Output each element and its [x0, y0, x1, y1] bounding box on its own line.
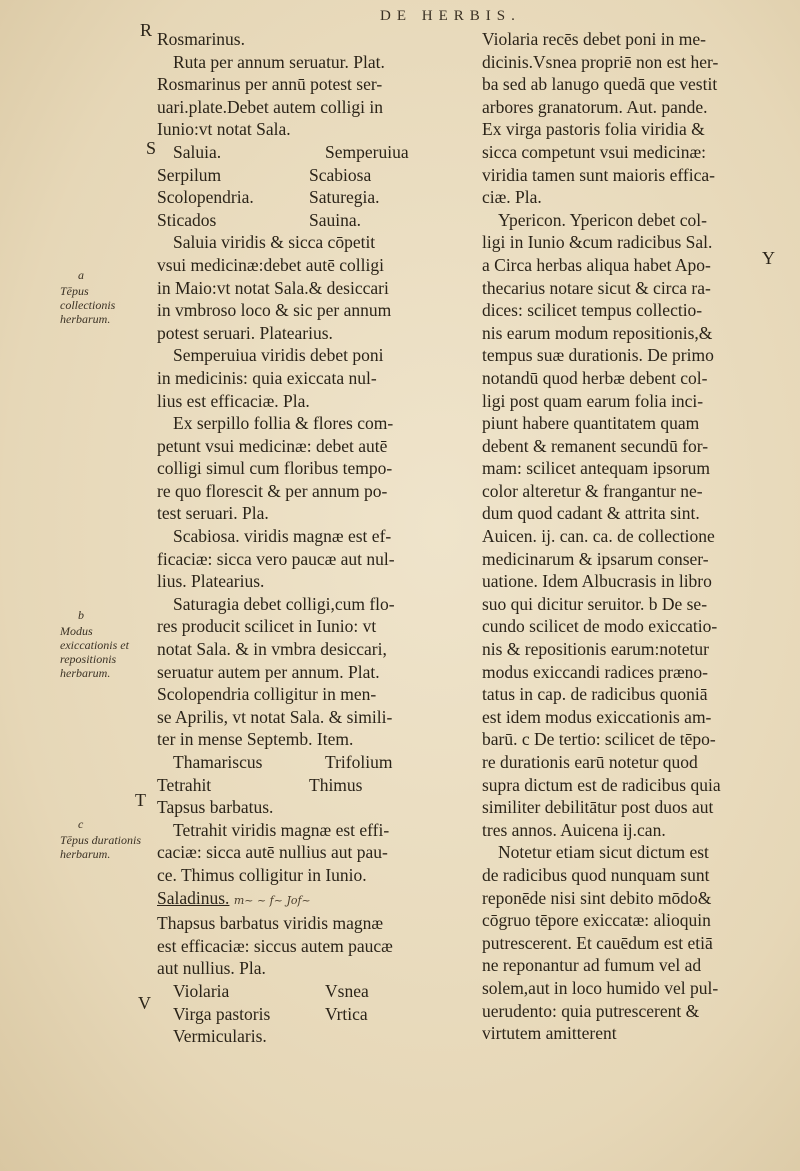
text-line: Ex serpillo follia & flores com- [173, 413, 394, 434]
text-line: ficaciæ: sicca vero paucæ aut nul- [157, 548, 395, 569]
text-line: similiter debilitātur post duos aut [482, 797, 714, 818]
text-line-with-annotation [157, 887, 455, 913]
text-line: Rosmarinus. [157, 29, 245, 49]
text-line: tatus in cap. de radicibus quoniā [482, 684, 708, 705]
herb-name: Saluia. [173, 141, 222, 162]
herb-name: Thimus [309, 774, 363, 795]
text-line: potest seruari. Platearius. [157, 322, 333, 343]
text-line: Ypericon. Ypericon debet col- [498, 209, 707, 230]
margin-key-c: c [78, 817, 84, 831]
text-line: ciæ. Pla. [482, 187, 542, 208]
text-line: in vmbroso loco & sic per annum [157, 300, 392, 321]
text-line: test seruari. Pla. [157, 503, 269, 524]
text-line: Thapsus barbatus viridis magnæ [157, 913, 384, 934]
text-line: de radicibus quod nunquam sunt [482, 864, 710, 885]
text-line: mam: scilicet antequam ipsorum [482, 458, 710, 479]
text-line: re quo florescit & per annum po- [157, 480, 388, 501]
margin-letter-v: V [138, 993, 151, 1013]
text-line: uerudento: quia putrescerent & [482, 1000, 700, 1021]
margin-note-b: Modus exiccationis et repositionis herbarum. [60, 624, 129, 680]
text-line: suo qui dicitur seruitor. b De se- [482, 593, 708, 614]
text-line: Saluia viridis & sicca cōpetit [173, 232, 376, 253]
text-line: nis & repositionis earum:notetur [482, 639, 709, 660]
text-line: caciæ: sicca autē nullius aut pau- [157, 842, 388, 863]
text-line: Scabiosa. viridis magnæ est ef- [173, 526, 392, 547]
herb-list-row [157, 1003, 455, 1026]
text-line: notat Sala. & in vmbra desiccari, [157, 639, 387, 660]
running-head: DE HERBIS. [380, 8, 521, 24]
margin-key-b: b [78, 608, 84, 622]
text-line: Auicen. ij. can. ca. de collectione [482, 526, 715, 547]
text-line: Vermicularis. [173, 1026, 267, 1047]
herb-name: Vsnea [325, 980, 369, 1001]
text-line: cundo scilicet de modo exiccatio- [482, 616, 718, 637]
text-line: colligi simul cum floribus tempo- [157, 458, 393, 479]
text-line: res producit scilicet in Iunio: vt [157, 616, 377, 637]
text-line: putrescerent. Et cauēdum est etiā [482, 932, 713, 953]
text-line: est idem modus exiccationis am- [482, 706, 712, 727]
text-line: color alteretur & frangantur ne- [482, 480, 703, 501]
text-line: dum quod cadant & attrita sint. [482, 503, 700, 524]
text-line: dicinis.Vsnea propriē non est her- [482, 51, 719, 72]
right-column [482, 28, 744, 1045]
text-line: ligi in Iunio &cum radicibus Sal. [482, 232, 713, 253]
herb-name: Thamariscus [173, 752, 263, 772]
text-line: Tetrahit viridis magnæ est effi- [173, 819, 390, 840]
herb-list-row [157, 186, 455, 209]
margin-letter-t: T [135, 790, 146, 810]
text-line: ter in mense Septemb. Item. [157, 729, 354, 750]
herb-name: Violaria [173, 980, 230, 1001]
text-line: notandū quod herbæ debent col- [482, 367, 708, 388]
text-line: virtutem amitterent [482, 1023, 617, 1044]
text-line: Rosmarinus per annū potest ser- [157, 74, 383, 95]
margin-note-c: Tēpus durationis herbarum. [60, 833, 142, 861]
herb-name: Virga pastoris [173, 1003, 271, 1024]
text-line: viridia tamen sunt maioris effica- [482, 164, 715, 185]
herb-list-row [157, 209, 455, 232]
text-line: in Maio:vt notat Sala.& desiccari [157, 277, 389, 298]
herb-name: Vrtica [325, 1003, 368, 1024]
text-line: Violaria recēs debet poni in me- [482, 29, 706, 49]
text-line: piunt habere quantitatem quam [482, 413, 700, 434]
text-line: petunt vsui medicinæ: debet autē [157, 435, 388, 456]
herb-name: Sauina. [309, 209, 362, 230]
text-line: modus exiccandi radices præno- [482, 661, 708, 682]
text-line: solem,aut in loco humido vel pul- [482, 977, 719, 998]
text-line: ce. Thimus colligitur in Iunio. [157, 864, 367, 885]
text-line: sicca competunt vsui medicinæ: [482, 141, 707, 162]
text-line: vsui medicinæ:debet autē colligi [157, 254, 384, 275]
underlined-name: Saladinus. [157, 887, 230, 908]
handwritten-annotation: m~ ~ f~ Jof~ [233, 893, 311, 907]
text-line: ligi post quam earum folia inci- [482, 390, 704, 411]
herb-list-row [157, 751, 455, 774]
herb-name: Tetrahit [157, 774, 212, 795]
herb-name: Serpilum [157, 164, 222, 185]
text-line: est efficaciæ: siccus autem paucæ [157, 935, 393, 956]
text-line: uatione. Idem Albucrasis in libro [482, 571, 712, 592]
herb-name: Scabiosa [309, 164, 372, 185]
margin-letter-r: R [140, 20, 153, 40]
text-line: nis earum modum repositionis,& [482, 322, 713, 343]
text-line: lius est efficaciæ. Pla. [157, 390, 310, 411]
text-line: Iunio:vt notat Sala. [157, 119, 291, 140]
text-line: cōgruo tēpore exiccatæ: alioquin [482, 910, 711, 931]
text-line: ne reponantur ad fumum vel ad [482, 955, 702, 976]
text-line: Semperuiua viridis debet poni [173, 345, 384, 366]
text-line: Saturagia debet colligi,cum flo- [173, 593, 395, 614]
text-line: lius. Platearius. [157, 571, 265, 592]
text-line: Notetur etiam sicut dictum est [498, 842, 709, 863]
text-line: in medicinis: quia exiccata nul- [157, 367, 377, 388]
text-line: seruatur autem per annum. Plat. [157, 661, 380, 682]
text-line: ba sed ab lanugo quedā que vestit [482, 74, 718, 95]
text-line: debent & remanent secundū for- [482, 435, 709, 456]
text-line: barū. c De tertio: scilicet de tēpo- [482, 729, 716, 750]
text-line: reponēde nisi sint debito mōdo& [482, 887, 712, 908]
text-line: Ruta per annum seruatur. Plat. [173, 51, 385, 72]
text-line: a Circa herbas aliqua habet Apo- [482, 254, 711, 275]
margin-note-a: Tēpus collectionis herbarum. [60, 284, 116, 326]
herb-name: Sticados [157, 209, 217, 230]
text-line: dices: scilicet tempus collectio- [482, 300, 703, 321]
text-line: Ex virga pastoris folia viridia & [482, 119, 705, 140]
margin-letter-s: S [146, 138, 157, 158]
margin-key-a: a [78, 268, 84, 282]
text-line: uari.plate.Debet autem colligi in [157, 96, 383, 117]
text-line: se Aprilis, vt notat Sala. & simili- [157, 706, 393, 727]
herb-name: Semperuiua [325, 141, 409, 162]
text-line: tempus suæ durationis. De primo [482, 345, 714, 366]
text-line: Scolopendria colligitur in men- [157, 684, 377, 705]
left-column [157, 28, 455, 1048]
margin-letter-y: Y [762, 248, 775, 268]
herb-name: Scolopendria. [157, 187, 254, 208]
text-line: supra dictum est de radicibus quia [482, 774, 721, 795]
text-line: thecarius notare sicut & circa ra- [482, 277, 711, 298]
herb-list-row [157, 164, 455, 187]
herb-list-row [157, 774, 455, 797]
text-line: aut nullius. Pla. [157, 958, 266, 979]
herb-list-row [157, 141, 455, 164]
herb-list-row [157, 980, 455, 1003]
text-line: medicinarum & ipsarum conser- [482, 548, 709, 569]
text-line: tres annos. Auicena ij.can. [482, 819, 666, 840]
herb-name: Saturegia. [309, 187, 380, 208]
herb-name: Trifolium [325, 752, 393, 772]
text-line: re durationis earū notetur quod [482, 752, 698, 772]
text-line: arbores granatorum. Aut. pande. [482, 96, 708, 117]
text-line: Tapsus barbatus. [157, 797, 274, 818]
